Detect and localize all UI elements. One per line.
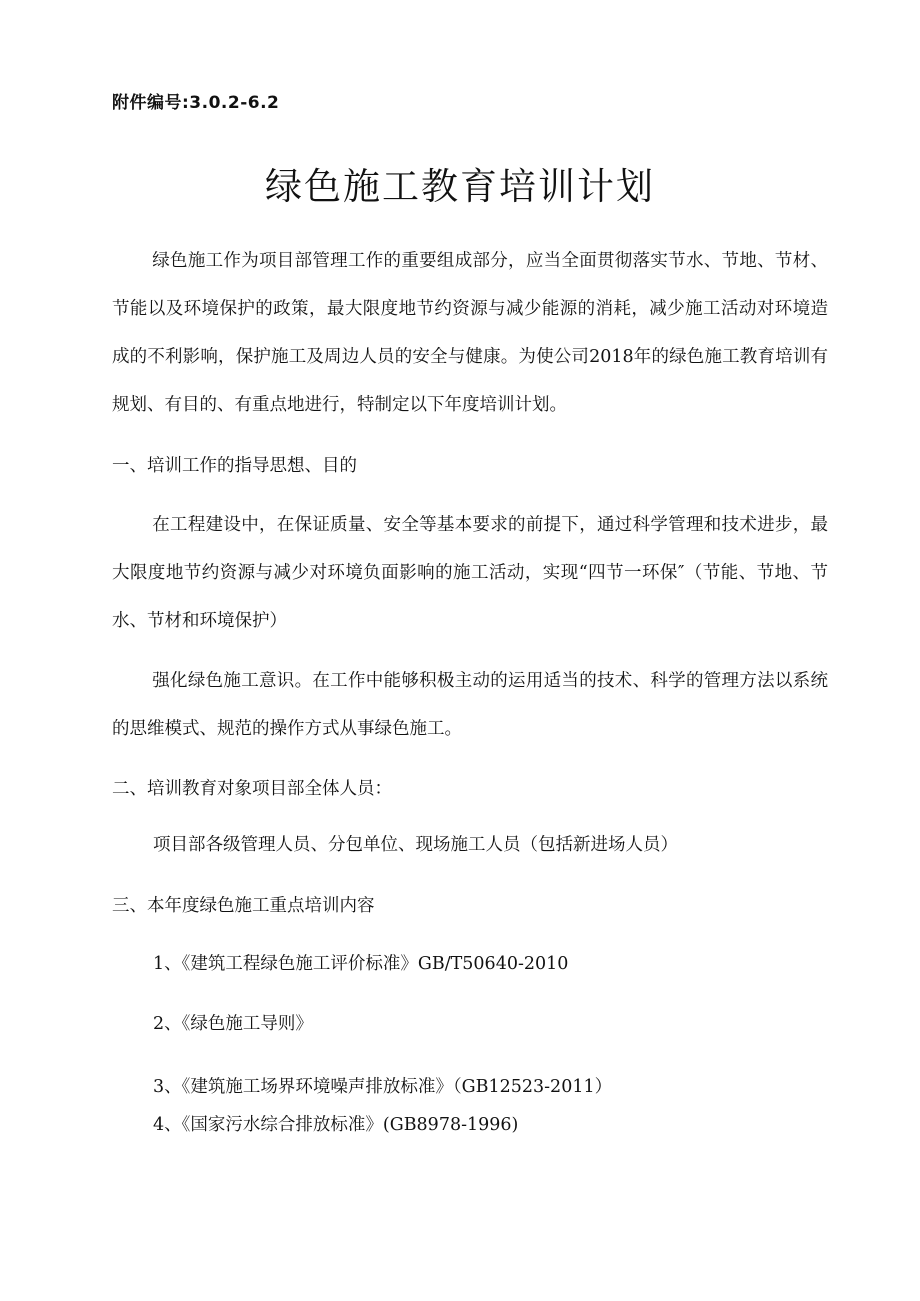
section-1-paragraph-1: 在工程建设中，在保证质量、安全等基本要求的前提下，通过科学管理和技术进步，最大限度地节约资源与减少对环境负面影响的施工活动，实现“四节一环保″（节能、节地、节水、节材和环境保护） — [112, 515, 828, 631]
section-1-paragraph-2: 强化绿色施工意识。在工作中能够积极主动的运用适当的技术、科学的管理方法以系统的思维模式、规范的操作方式从事绿色施工。 — [112, 671, 828, 739]
document-title: 绿色施工教育培训计划 — [265, 165, 655, 208]
intro-paragraph: 绿色施工作为项目部管理工作的重要组成部分，应当全面贯彻落实节水、节地、节材、节能以及环境保护的政策，最大限度地节约资源与减少能源的消耗，减少施工活动对环境造成的不利影响，保护施工及周边人员的安全与健康。为使公司2018年的绿色施工教育培训有规划、有目的、有重点地进行，特制定以下年度培训计划。 — [112, 251, 828, 415]
training-item-2: 2、《绿色施工导则》 — [153, 1014, 313, 1034]
section-3-heading: 三、本年度绿色施工重点培训内容 — [112, 896, 375, 916]
training-item-4: 4、《国家污水综合排放标准》(GB8978-1996) — [153, 1115, 519, 1135]
training-item-3: 3、《建筑施工场界环境噪声排放标准》（GB12523-2011） — [153, 1077, 613, 1097]
section-2-heading: 二、培训教育对象项目部全体人员： — [112, 779, 392, 799]
section-1-heading: 一、培训工作的指导思想、目的 — [112, 456, 357, 476]
training-item-1: 1、《建筑工程绿色施工评价标准》GB/T50640-2010 — [153, 954, 569, 974]
attachment-number: 附件编号:3.0.2-6.2 — [112, 93, 280, 113]
section-2-paragraph-1: 项目部各级管理人员、分包单位、现场施工人员（包括新进场人员） — [153, 835, 678, 855]
